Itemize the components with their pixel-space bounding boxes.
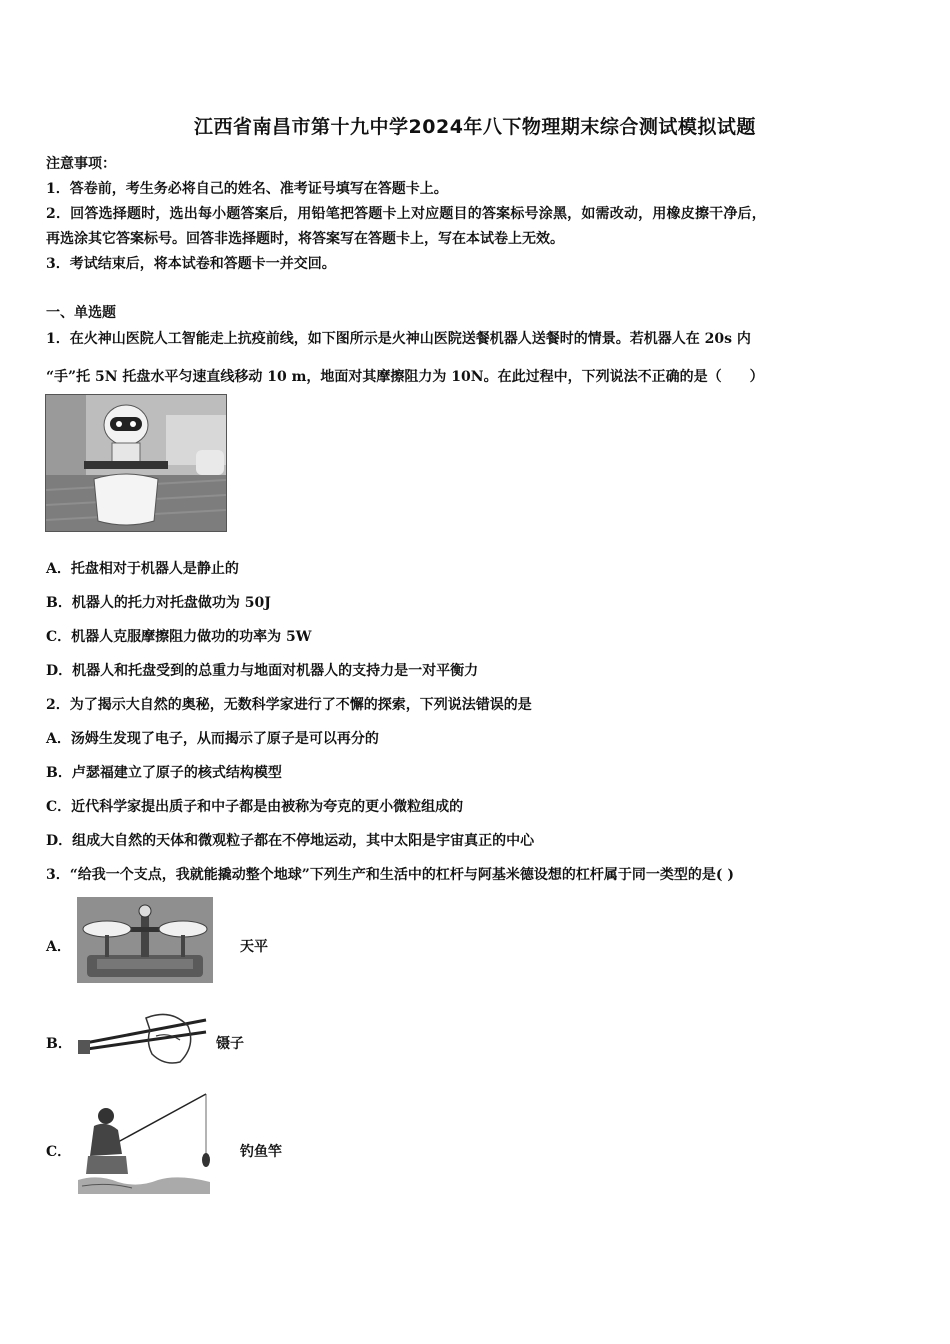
- robot-illustration: [46, 395, 226, 531]
- q2-option-d: D．组成大自然的天体和微观粒子都在不停地运动，其中太阳是宇宙真正的中心: [46, 833, 535, 849]
- question-1-stem: 1．在火神山医院人工智能走上抗疫前线，如下图所示是火神山医院送餐机器人送餐时的情景。若机器人在 20s 内: [46, 331, 751, 347]
- q2-option-a: A．汤姆生发现了电子，从而揭示了原子是可以再分的: [46, 731, 379, 747]
- note-line: 1．答卷前，考生务必将自己的姓名、准考证号填写在答题卡上。: [46, 181, 448, 197]
- q1-option-d: D．机器人和托盘受到的总重力与地面对机器人的支持力是一对平衡力: [46, 663, 479, 679]
- question-1-stem-cont: “手”托 5N 托盘水平匀速直线移动 10 m，地面对其摩擦阻力为 10N。在此过程中，下列说法不正确的是（ ）: [46, 369, 764, 385]
- question-2-stem: 2．为了揭示大自然的奥秘，无数科学家进行了不懈的探索，下列说法错误的是: [46, 697, 532, 713]
- q1-option-a: A．托盘相对于机器人是静止的: [46, 561, 239, 577]
- q2-option-b: B．卢瑟福建立了原子的核式结构模型: [46, 765, 282, 781]
- tweezers-illustration: [76, 1006, 211, 1070]
- fishing-photo: [78, 1090, 210, 1194]
- page-title: 江西省南昌市第十九中学2024年八下物理期末综合测试模拟试题: [194, 116, 756, 138]
- note-line: 2．回答选择题时，选出每小题答案后，用铅笔把答题卡上对应题目的答案标号涂黑，如需改动，用橡皮擦干净后，: [46, 206, 766, 222]
- balance-photo: [77, 897, 213, 983]
- q3-option-b-text: 镊子: [216, 1036, 244, 1052]
- q1-option-c: C．机器人克服摩擦阻力做功的功率为 5W: [46, 629, 312, 645]
- q3-option-c-label: C．: [46, 1144, 72, 1160]
- q1-option-b: B．机器人的托力对托盘做功为 50J: [46, 595, 271, 611]
- note-line: 再选涂其它答案标号。回答非选择题时，将答案写在答题卡上，写在本试卷上无效。: [46, 231, 564, 247]
- balance-illustration: [77, 897, 213, 983]
- q3-option-c-text: 钓鱼竿: [240, 1144, 282, 1160]
- section-heading: 一、单选题: [46, 305, 116, 321]
- note-line: 3．考试结束后，将本试卷和答题卡一并交回。: [46, 256, 336, 272]
- q2-option-c: C．近代科学家提出质子和中子都是由被称为夸克的更小微粒组成的: [46, 799, 464, 815]
- q3-option-a-label: A．: [46, 939, 71, 955]
- question-3-stem: 3．“给我一个支点，我就能撬动整个地球”下列生产和生活中的杠杆与阿基米德设想的杠杆属于同一类型的是( ): [46, 867, 734, 883]
- robot-photo: [45, 394, 227, 532]
- q3-option-b-label: B．: [46, 1036, 72, 1052]
- tweezers-photo: [76, 1006, 211, 1070]
- fishing-illustration: [78, 1090, 210, 1194]
- q3-option-a-text: 天平: [240, 939, 268, 955]
- notes-heading: 注意事项：: [46, 156, 116, 172]
